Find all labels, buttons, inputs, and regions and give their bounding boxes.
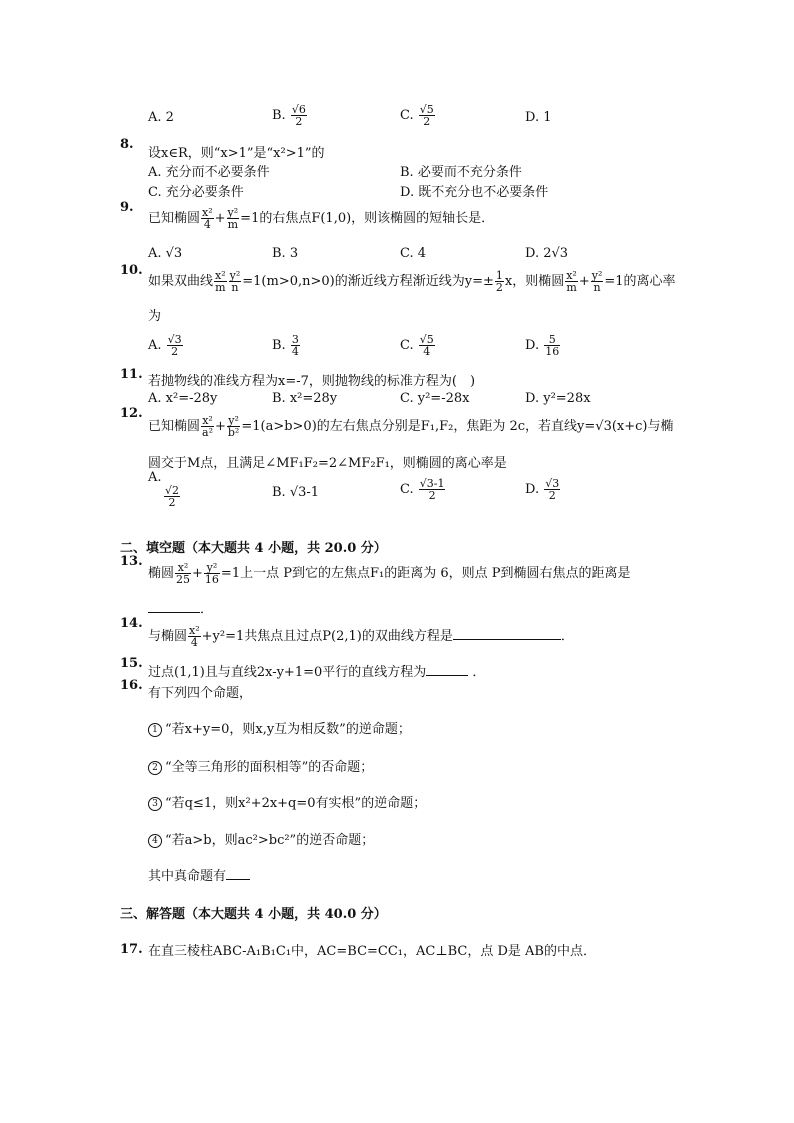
item-number-circle: 2 <box>148 761 162 775</box>
q10-stem-mid2: x，则椭圆 <box>504 274 565 289</box>
q10-option-a <box>148 334 184 357</box>
q7-option-b-frac <box>291 104 307 127</box>
option-label: B. <box>272 338 290 353</box>
frac-denominator: 2 <box>544 489 560 501</box>
option-frac <box>167 334 183 357</box>
q14-stem-suffix: +y²=1共焦点且过点P(2,1)的双曲线方程是 <box>201 629 453 644</box>
option-frac <box>419 478 446 501</box>
q13-end-punct: ． <box>200 602 214 617</box>
q16-item-4 <box>148 829 374 848</box>
q8-option-d: D. 既不充分也不必要条件 <box>400 185 549 200</box>
frac-denominator: 2 <box>164 496 180 508</box>
q9-frac-x <box>201 207 214 230</box>
option-label: D. <box>525 338 544 353</box>
q13-stem-suffix: =1上一点 P到它的左焦点F₁的距离为 6，则点 P到椭圆右焦点的距离是 <box>220 566 631 581</box>
option-label: D. <box>525 482 544 497</box>
q10-frac-ey <box>591 270 604 293</box>
q12-option-d <box>525 478 561 501</box>
q8-stem: 设x∈R，则“x>1”是“x²>1”的 <box>148 146 325 161</box>
item-text: “若q≤1，则x²+2x+q=0有实根”的逆命题； <box>165 796 427 811</box>
q13-stem-prefix: 椭圆 <box>148 566 175 581</box>
frac-numerator: y² <box>227 206 239 219</box>
q9-option-d: D. 2√3 <box>525 246 569 261</box>
q8-option-b: B. 必要而不充分条件 <box>400 165 522 180</box>
answer-blank-line[interactable] <box>148 600 200 613</box>
q12-option-b: B. √3-1 <box>272 485 320 500</box>
q7-option-a: A. 2 <box>148 110 174 125</box>
q16-number: 16. <box>120 678 143 693</box>
frac-denominator: 16 <box>204 573 219 586</box>
q10-frac-hx <box>214 270 227 293</box>
q9-option-a: A. √3 <box>148 246 183 261</box>
answer-blank-line[interactable] <box>226 867 250 880</box>
frac-denominator: n <box>229 281 242 293</box>
item-number-circle: 1 <box>148 723 162 737</box>
q16-conclusion-text: 其中真命题有 <box>148 869 227 884</box>
q10-stem-prefix: 如果双曲线 <box>148 274 214 289</box>
q10-frac-hy <box>229 270 242 293</box>
frac-denominator: n <box>591 281 604 293</box>
frac-denominator: 4 <box>291 345 299 358</box>
q11-option-c: C. y²=-28x <box>400 391 470 406</box>
frac-numerator: √5 <box>419 103 434 116</box>
q16-stem: 有下列四个命题， <box>148 686 253 701</box>
q13-answer-blank[interactable] <box>148 598 213 617</box>
q10-frac-ex <box>565 270 578 293</box>
q11-option-d: D. y²=28x <box>525 391 591 406</box>
q14-stem <box>148 625 574 648</box>
q7-option-c <box>400 104 436 127</box>
answer-blank-line[interactable] <box>426 663 468 676</box>
q9-stem-prefix: 已知椭圆 <box>148 211 201 226</box>
q16-conclusion <box>148 865 250 884</box>
q15-end-punct: ． <box>472 665 486 680</box>
option-frac <box>544 478 560 501</box>
frac-denominator: m <box>566 281 577 294</box>
q14-number: 14. <box>120 616 143 631</box>
q14-frac-x <box>188 625 201 648</box>
q11-option-a: A. x²=-28y <box>148 391 218 406</box>
item-number-circle: 3 <box>148 797 162 811</box>
q10-stem-suffix: =1的离心率 <box>604 274 676 289</box>
q17-stem: 在直三棱柱ABC-A₁B₁C₁中，AC=BC=CC₁，AC⊥BC，点 D是 AB的中点． <box>148 944 596 959</box>
frac-numerator: √3 <box>545 477 560 490</box>
frac-denominator: 2 <box>167 345 183 357</box>
q12-frac-x <box>201 415 214 438</box>
frac-numerator: √3-1 <box>419 477 445 490</box>
q12-stem-prefix: 已知椭圆 <box>148 419 201 434</box>
q15-stem-text: 过点(1,1)且与直线2x-y+1=0平行的直线方程为 <box>148 665 427 680</box>
q9-frac-y <box>227 207 240 230</box>
frac-numerator: x² <box>215 269 226 282</box>
q10-stem-line2: 为 <box>148 309 162 324</box>
option-label: C. <box>400 482 418 497</box>
q9-stem-suffix: =1的右焦点F(1,0)，则该椭圆的短轴长是． <box>240 211 495 226</box>
frac-numerator: √5 <box>419 333 434 346</box>
frac-denominator: 25 <box>176 573 191 586</box>
frac-denominator: a² <box>202 426 213 439</box>
q13-frac-y <box>204 562 220 585</box>
section-fill-in-title: 二、填空题（本大题共 4 小题，共 20.0 分） <box>120 541 387 556</box>
q7-option-c-frac <box>419 104 435 127</box>
option-frac <box>419 334 435 357</box>
item-text: “若a>b，则ac²>bc²”的逆否命题； <box>165 833 375 848</box>
frac-denominator: 4 <box>188 636 201 648</box>
section-solve-title: 三、解答题（本大题共 4 小题，共 40.0 分） <box>120 907 387 922</box>
frac-denominator: b² <box>227 426 240 439</box>
q14-stem-prefix: 与椭圆 <box>148 629 188 644</box>
q8-option-a: A. 充分而不必要条件 <box>148 165 270 180</box>
frac-numerator: √3 <box>167 333 182 346</box>
q12-number: 12. <box>120 406 143 421</box>
q9-option-c: C. 4 <box>400 246 427 261</box>
frac-numerator: x² <box>177 561 189 574</box>
frac-denominator: 16 <box>545 345 560 358</box>
frac-numerator: √6 <box>291 103 306 116</box>
frac-denominator: 2 <box>291 115 307 127</box>
frac-numerator: 3 <box>291 333 299 346</box>
q11-stem: 若抛物线的准线方程为x=-7，则抛物线的标准方程为( ) <box>148 374 476 389</box>
q12-option-a <box>148 470 181 508</box>
q12-stem-line2: 圆交于M点，且满足∠MF₁F₂=2∠MF₂F₁，则椭圆的离心率是 <box>148 456 507 471</box>
q8-number: 8. <box>120 137 134 152</box>
q10-number: 10. <box>120 263 143 278</box>
frac-numerator: 1 <box>495 269 503 282</box>
q16-item-3 <box>148 792 426 811</box>
frac-numerator: 5 <box>548 333 556 346</box>
q15-stem <box>148 661 485 680</box>
option-frac <box>544 334 560 357</box>
q12-option-c <box>400 478 446 501</box>
frac-denominator: m <box>227 218 239 231</box>
q14-end-punct: ． <box>560 629 574 644</box>
q7-option-d: D. 1 <box>525 110 552 125</box>
frac-numerator: x² <box>202 414 213 427</box>
frac-denominator: 2 <box>495 281 503 294</box>
frac-numerator: y² <box>206 561 218 574</box>
q7-option-b-label: B. <box>272 108 290 123</box>
q13-frac-x <box>175 562 191 585</box>
option-frac <box>291 334 300 357</box>
item-text: “若x+y=0，则x,y互为相反数”的逆命题； <box>165 722 411 737</box>
q10-option-d <box>525 334 561 357</box>
q13-stem: 椭圆 $\frac{\text{x²}}{25}$ + $\frac{\text{y²}}{16}$ =1上一点 P到它的左焦点F₁的距离为 6，则点 P到椭圆右焦点的距离是 <box>148 561 631 586</box>
q12-stem-suffix: =1(a>b>0)的左右焦点分别是F₁,F₂，焦距为 2c，若直线y=√3(x+c)与椭 <box>241 419 674 434</box>
q9-number: 9. <box>120 200 134 215</box>
frac-numerator: √2 <box>165 484 180 497</box>
q16-item-2 <box>148 756 373 775</box>
q11-number: 11. <box>120 367 143 382</box>
q9-stem: 已知椭圆 $\frac{\text{x²}}{4}$ + $\frac{\text{y²}}{m}$ =1的右焦点F(1,0)，则该椭圆的短轴长是． <box>148 206 495 231</box>
q13-number: 13. <box>120 554 143 569</box>
q12-frac-y <box>227 415 240 438</box>
q16-item-1 <box>148 718 411 737</box>
frac-denominator: 4 <box>419 345 435 357</box>
q11-option-b: B. x²=28y <box>272 391 338 406</box>
item-number-circle: 4 <box>148 834 162 848</box>
q10-frac-half <box>495 270 504 293</box>
q10-stem-mid: =1(m>0,n>0)的渐近线方程渐近线为y=± <box>242 274 494 289</box>
q10-stem: 如果双曲线 $\frac{\text{x²}}{m}$ $\frac{\text{y²}}{n}$ =1(m>0,n>0)的渐近线方程渐近线为y=± $\frac{1}{2}$ x，则椭圆 $\frac{\text{x²}}{m}$ + $\frac{\text{y²}}{n}$ =1的离心率 <box>148 269 676 294</box>
item-text: “全等三角形的面积相等”的否命题； <box>165 760 374 775</box>
answer-blank-line[interactable] <box>453 627 561 640</box>
frac-numerator: y² <box>591 269 603 282</box>
frac-denominator: 4 <box>201 218 214 230</box>
q15-number: 15. <box>120 656 143 671</box>
q10-option-c <box>400 334 436 357</box>
frac-denominator: m <box>215 281 226 294</box>
option-label: A. <box>148 470 162 485</box>
option-label: C. <box>400 338 418 353</box>
q7-option-b <box>272 104 308 127</box>
frac-denominator: 2 <box>419 115 435 127</box>
frac-numerator: y² <box>228 414 239 427</box>
frac-numerator: y² <box>229 269 241 282</box>
q8-option-c: C. 充分必要条件 <box>148 185 244 200</box>
frac-numerator: x² <box>202 206 213 219</box>
option-frac <box>164 485 180 508</box>
q9-option-b: B. 3 <box>272 246 299 261</box>
q17-number: 17. <box>120 942 143 957</box>
frac-numerator: x² <box>566 269 577 282</box>
q7-option-c-label: C. <box>400 108 418 123</box>
frac-denominator: 2 <box>419 489 446 501</box>
option-label: A. <box>148 338 166 353</box>
q10-option-b <box>272 334 301 357</box>
q12-stem: 已知椭圆 $\frac{\text{x²}}{\text{a²}}$ + $\frac{\text{y²}}{\text{b²}}$ =1(a>b>0)的左右焦点分别是F₁,F₂，焦距为 2c，若直线y=√3(x+c)与椭 <box>148 414 674 439</box>
frac-numerator: x² <box>189 624 200 637</box>
